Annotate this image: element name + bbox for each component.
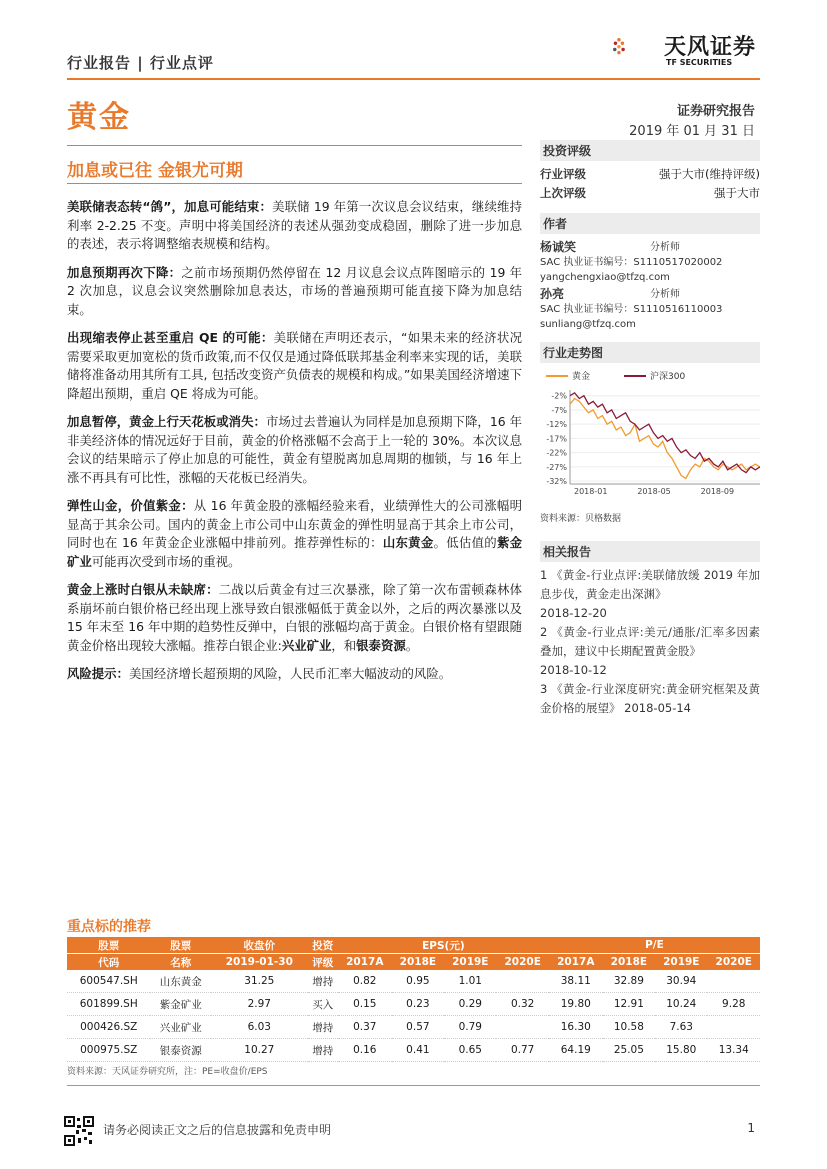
report-date: 2019 年 01 月 31 日 (629, 124, 755, 139)
related-report[interactable]: 3 《黄金-行业深度研究:黄金研究框架及黄金价格的展望》 2018-05-14 (540, 682, 760, 715)
page-number: 1 (747, 1121, 755, 1135)
body-paragraph: 风险提示：美国经济增长超预期的风险，人民币汇率大幅波动的风险。 (67, 666, 452, 681)
y-tick-label: -27% (546, 462, 567, 472)
company-name-en: TF SECURITIES (666, 58, 733, 67)
y-tick-label: -22% (546, 448, 567, 458)
table-row: 000426.SZ 兴业矿业 6.03 增持 0.37 0.57 0.79 16.30 10.58 7.63 (67, 1016, 760, 1039)
related-report[interactable]: 2 《黄金-行业点评:美元/通胀/汇率多因素叠加，建议中长期配置黄金股》 2018-10-12 (540, 625, 760, 677)
body-paragraph: 加息暂停，黄金上行天花板或消失：市场过去普遍认为同样是加息预期下降，16 年非美经济体的情况远好于目前，黄金的价格涨幅不会高于上一轮的 30%。本次议息会议的结果暗示了停止加息的可能性，黄金有望脱离加息周期的枷锁，与 16 年上涨不再具有可比性，涨幅的天花板已经消失。 (67, 414, 523, 485)
author-title: 作者 (540, 213, 760, 234)
y-tick-label: -17% (546, 434, 567, 444)
table-header-row: 股票 股票 收盘价 投资 EPS(元) P/E (67, 937, 760, 954)
legend-label: 黄金 (572, 372, 591, 382)
y-tick-label: -7% (551, 405, 567, 415)
author-card: 杨诚笑 分析师 SAC 执业证书编号：S1110517020002 yangchengxiao@tfzq.com (540, 240, 760, 285)
body-paragraph: 加息预期再次下降：之前市场预期仍然停留在 12 月议息会议点阵图暗示的 19 年 2 次加息，议息会议突然删除加息表达，市场的普遍预期可能直接下降为加息结束。 (67, 264, 523, 317)
author-email[interactable]: sunliang@tfzq.com (540, 319, 636, 330)
company-name: 天风证券 (664, 35, 757, 60)
disclaimer-note: 请务必阅读正文之后的信息披露和免责申明 (103, 1123, 332, 1137)
chart-source: 资料来源：贝格数据 (540, 514, 622, 524)
y-tick-label: -2% (551, 391, 567, 401)
trend-section (540, 342, 760, 363)
rating-section (540, 140, 760, 202)
rating-row: 行业评级 强于大市(维持评级) (540, 166, 760, 181)
x-tick-label: 2018-05 (637, 487, 671, 496)
doc-type: 证券研究报告 (676, 104, 755, 119)
x-tick-label: 2018-01 (574, 487, 608, 496)
trend-chart (540, 366, 760, 506)
rating-title: 投资评级 (540, 140, 760, 161)
series-line (570, 393, 760, 473)
author-card: 孙亮 分析师 SAC 执业证书编号：S1110516110003 sunliang@tfzq.com (540, 287, 760, 332)
author-section (540, 213, 760, 332)
qr-code-icon (64, 1116, 94, 1146)
body-paragraph: 黄金上涨时白银从未缺席：二战以后黄金有过三次暴涨，除了第一次布雷顿森林体系崩坏前白银价格已经出现上涨导致白银涨幅低于黄金以外，之后的两次暴涨以及 15 年末至 16 年中期的趋势性反弹中，白银的涨幅均高于黄金。白银价格有望跟随黄金价格出现较大涨幅。推荐白银企业:兴业矿业，和银泰资源。 (67, 582, 523, 653)
rating-row: 上次评级 强于大市 (540, 185, 760, 200)
body-paragraph: 美联储表态转“鸽”，加息可能结束：美联储 19 年第一次议息会议结束，继续维持利率 2-2.25 不变。声明中将美国经济的表述从强劲变成稳固，删除了进一步加息的表述，表示将调整缩表规模和结构。 (67, 199, 522, 251)
legend-label: 沪深300 (650, 372, 686, 382)
subtitle-divider-bottom (67, 183, 522, 184)
recommend-table (67, 937, 760, 1062)
x-tick-label: 2018-09 (700, 487, 735, 496)
report-type: 行业报告 | 行业点评 (67, 54, 214, 72)
footer-divider (67, 1085, 760, 1086)
table-row: 000975.SZ 银泰资源 10.27 增持 0.16 0.41 0.65 0.77 64.19 25.05 15.80 13.34 (67, 1039, 760, 1062)
y-tick-label: -12% (546, 420, 567, 430)
trend-title: 行业走势图 (540, 342, 760, 363)
table-title: 重点标的推荐 (67, 919, 151, 935)
table-source: 资料来源：天风证券研究所，注：PE=收盘价/EPS (67, 1067, 268, 1077)
table-header-row: 代码 名称 2019-01-30 评级 2017A 2018E 2019E 2020E 2017A 2018E 2019E 2020E (67, 954, 760, 971)
table-row: 600547.SH 山东黄金 31.25 增持 0.82 0.95 1.01 38.11 32.89 30.94 (67, 970, 760, 993)
header-divider (67, 78, 760, 80)
related-section (540, 541, 760, 718)
report-subtitle: 加息或已往 金银尤可期 (67, 161, 243, 181)
tf-logo (612, 20, 664, 72)
table-row: 601899.SH 紫金矿业 2.97 买入 0.15 0.23 0.29 0.32 19.80 12.91 10.24 9.28 (67, 993, 760, 1016)
y-tick-label: -32% (546, 477, 567, 487)
report-body (67, 198, 522, 694)
body-paragraph: 弹性山金，价值紫金：从 16 年黄金股的涨幅经验来看，业绩弹性大的公司涨幅明显高于其余公司。国内的黄金上市公司中山东黄金的弹性明显高于其余上市公司，同时也在 16 年黄金企业涨幅中排前列。推荐弹性标的：山东黄金。低估值的紫金矿业可能再次受到市场的重视。 (67, 498, 523, 569)
industry-title: 黄金 (67, 100, 131, 135)
body-paragraph: 出现缩表停止甚至重启 QE 的可能：美联储在声明还表示，“如果未来的经济状况需要采取更加宽松的货币政策,而不仅仅是通过降低联邦基金利率来实现的话，美联储将准备动用其所有工具, 包括改变资产负债表的规模和构成。”如果美国经济增速下降超出预期，重启 QE 将成为可能。 (67, 330, 522, 401)
related-report[interactable]: 1 《黄金-行业点评:美联储放缓 2019 年加息步伐，黄金走出深渊》 2018-12-20 (540, 568, 760, 620)
subtitle-divider-top (67, 145, 522, 146)
author-email[interactable]: yangchengxiao@tfzq.com (540, 272, 670, 283)
related-title: 相关报告 (540, 541, 760, 562)
